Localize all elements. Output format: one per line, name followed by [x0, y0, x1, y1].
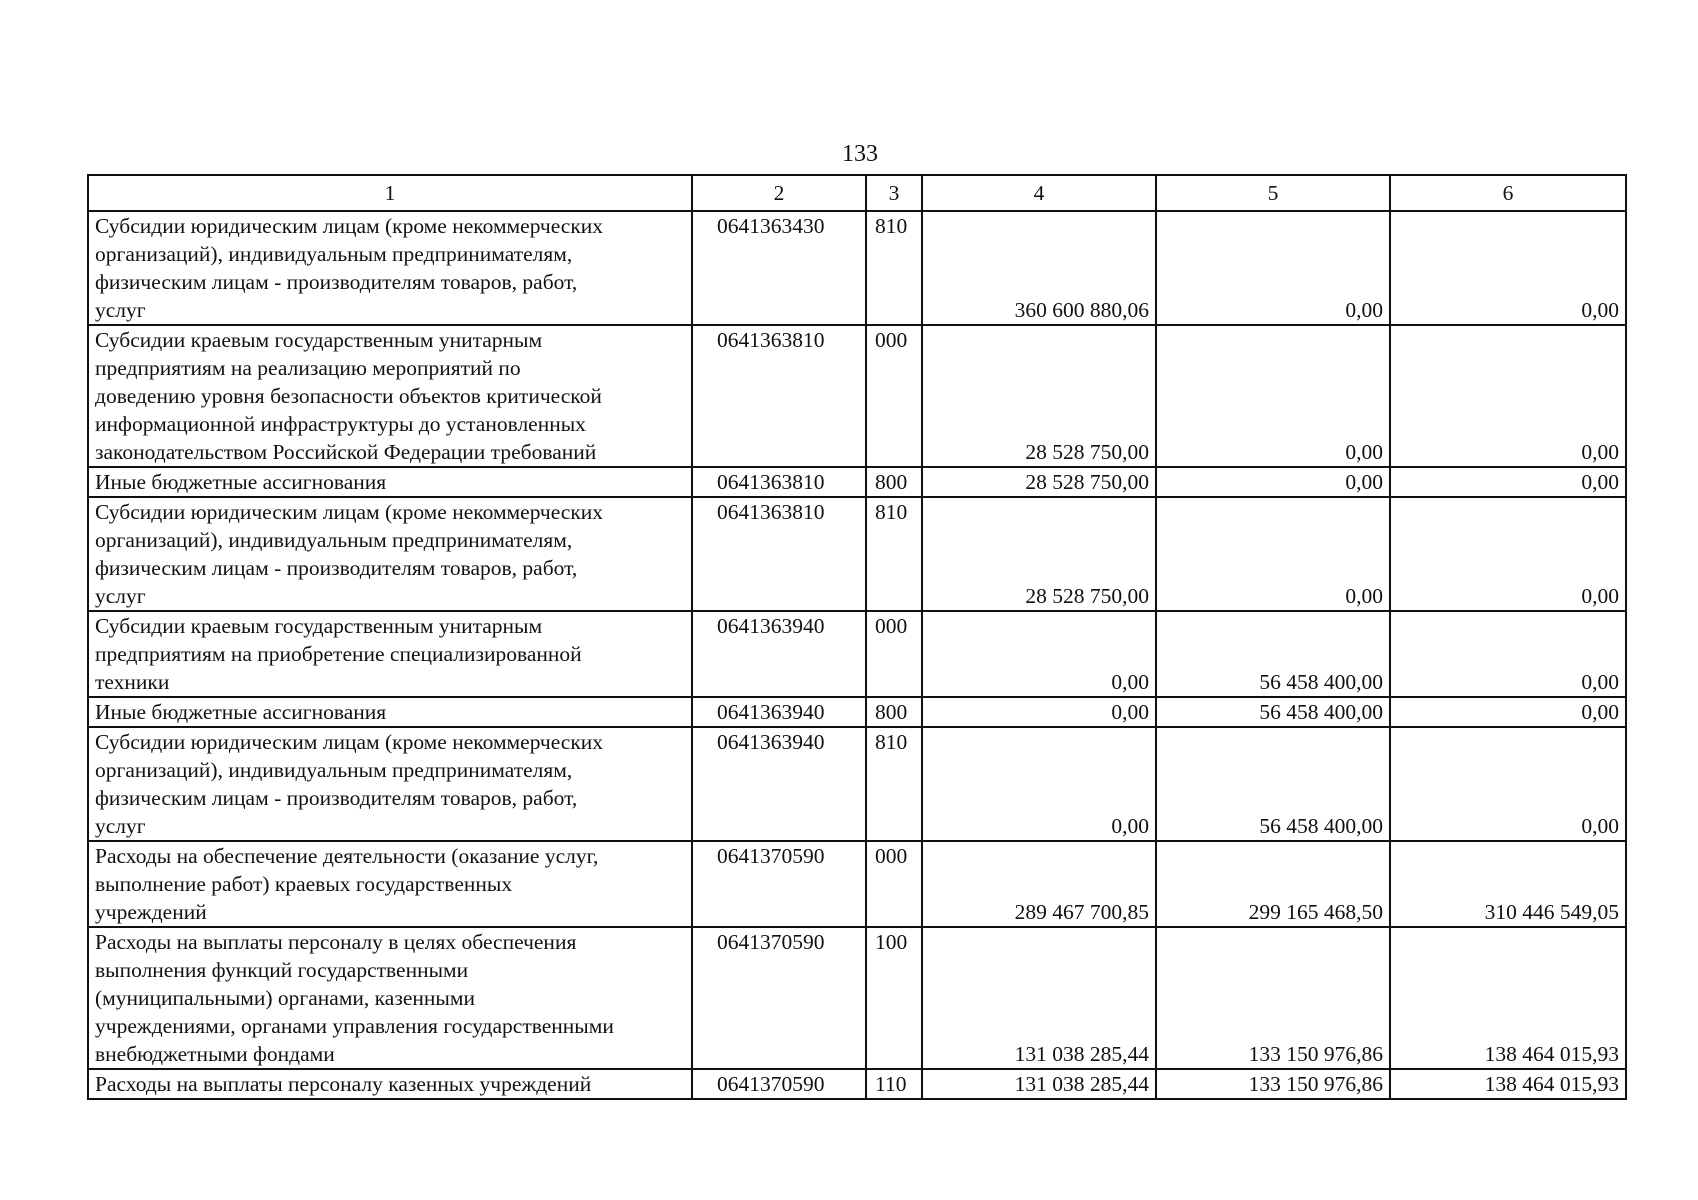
- table-row: [88, 927, 1626, 1069]
- row-amount-col6: 310 446 549,05: [1390, 841, 1626, 927]
- page-number: 133: [842, 141, 878, 167]
- row-name-line: Расходы на выплаты персоналу в целях обеспечения: [95, 930, 577, 954]
- header-col-5: 5: [1156, 175, 1390, 211]
- row-name-cell: [88, 841, 692, 927]
- row-amount-col4: 131 038 285,44: [922, 1069, 1156, 1099]
- table-row: [88, 611, 1626, 697]
- row-name-line: услуг: [95, 584, 146, 608]
- row-type-cell: 810: [866, 497, 922, 611]
- table-row: [88, 467, 1626, 497]
- row-amount-col5: 56 458 400,00: [1156, 727, 1390, 841]
- row-type-cell: 110: [866, 1069, 922, 1099]
- row-amount-col4: 0,00: [922, 611, 1156, 697]
- row-amount-col4: 131 038 285,44: [922, 927, 1156, 1069]
- row-name-line: Субсидии краевым государственным унитарным: [95, 614, 543, 638]
- row-name-line: организаций), индивидуальным предпринимателям,: [95, 758, 573, 782]
- table-row: [88, 325, 1626, 467]
- budget-table: [87, 174, 1627, 1100]
- row-amount-col6: 0,00: [1390, 467, 1626, 497]
- row-amount-col6: 0,00: [1390, 611, 1626, 697]
- row-name-cell: [88, 325, 692, 467]
- row-code-cell: 0641363810: [692, 325, 866, 467]
- row-code-cell: 0641370590: [692, 841, 866, 927]
- row-amount-col4: 28 528 750,00: [922, 467, 1156, 497]
- row-type-cell: 800: [866, 467, 922, 497]
- row-code-cell: 0641363810: [692, 497, 866, 611]
- row-amount-col4: 289 467 700,85: [922, 841, 1156, 927]
- row-code-cell: 0641363430: [692, 211, 866, 325]
- table-row: [88, 1069, 1626, 1099]
- row-amount-col5: 56 458 400,00: [1156, 611, 1390, 697]
- row-amount-col5: 0,00: [1156, 211, 1390, 325]
- row-name-cell: [88, 727, 692, 841]
- row-amount-col6: 0,00: [1390, 211, 1626, 325]
- row-name-line: услуг: [95, 298, 146, 322]
- row-name-cell: [88, 497, 692, 611]
- row-amount-col5: 133 150 976,86: [1156, 927, 1390, 1069]
- row-name-cell: [88, 467, 692, 497]
- row-type-cell: 810: [866, 727, 922, 841]
- row-name-line: информационной инфраструктуры до установленных: [95, 412, 586, 436]
- row-name-line: организаций), индивидуальным предпринимателям,: [95, 242, 573, 266]
- row-name-line: организаций), индивидуальным предпринимателям,: [95, 528, 573, 552]
- row-name-line: Расходы на выплаты персоналу казенных учреждений: [95, 1072, 592, 1096]
- row-amount-col6: 0,00: [1390, 697, 1626, 727]
- row-name-line: предприятиям на приобретение специализированной: [95, 642, 582, 666]
- row-type-cell: 000: [866, 841, 922, 927]
- row-name-line: техники: [95, 670, 170, 694]
- row-name-line: услуг: [95, 814, 146, 838]
- row-name-line: физическим лицам - производителям товаров, работ,: [95, 786, 578, 810]
- row-amount-col4: 0,00: [922, 727, 1156, 841]
- row-name-cell: [88, 1069, 692, 1099]
- row-amount-col4: 360 600 880,06: [922, 211, 1156, 325]
- row-name-line: физическим лицам - производителям товаров, работ,: [95, 556, 578, 580]
- row-type-cell: 810: [866, 211, 922, 325]
- table-row: [88, 697, 1626, 727]
- header-col-6: 6: [1390, 175, 1626, 211]
- header-col-3: 3: [866, 175, 922, 211]
- row-amount-col5: 0,00: [1156, 497, 1390, 611]
- row-amount-col4: 28 528 750,00: [922, 497, 1156, 611]
- row-name-line: Иные бюджетные ассигнования: [95, 700, 387, 724]
- row-type-cell: 100: [866, 927, 922, 1069]
- row-name-line: (муниципальными) органами, казенными: [95, 986, 475, 1010]
- row-name-line: Субсидии краевым государственным унитарным: [95, 328, 543, 352]
- row-code-cell: 0641363810: [692, 467, 866, 497]
- row-name-line: учреждений: [95, 900, 207, 924]
- header-row: [88, 175, 1626, 211]
- row-amount-col6: 0,00: [1390, 727, 1626, 841]
- row-name-line: физическим лицам - производителям товаров, работ,: [95, 270, 578, 294]
- header-col-2: 2: [692, 175, 866, 211]
- row-amount-col5: 299 165 468,50: [1156, 841, 1390, 927]
- row-amount-col6: 138 464 015,93: [1390, 1069, 1626, 1099]
- table-body: [88, 211, 1626, 1099]
- row-name-line: предприятиям на реализацию мероприятий по: [95, 356, 521, 380]
- row-amount-col4: 0,00: [922, 697, 1156, 727]
- row-name-cell: [88, 211, 692, 325]
- row-amount-col5: 0,00: [1156, 467, 1390, 497]
- row-code-cell: 0641370590: [692, 927, 866, 1069]
- table-row: [88, 497, 1626, 611]
- row-amount-col4: 28 528 750,00: [922, 325, 1156, 467]
- row-amount-col5: 133 150 976,86: [1156, 1069, 1390, 1099]
- row-code-cell: 0641363940: [692, 727, 866, 841]
- row-code-cell: 0641363940: [692, 697, 866, 727]
- row-type-cell: 800: [866, 697, 922, 727]
- row-name-line: Расходы на обеспечение деятельности (оказание услуг,: [95, 844, 599, 868]
- row-name-line: выполнения функций государственными: [95, 958, 469, 982]
- table-row: [88, 727, 1626, 841]
- row-name-line: внебюджетными фондами: [95, 1042, 335, 1066]
- row-amount-col6: 0,00: [1390, 325, 1626, 467]
- row-name-line: Субсидии юридическим лицам (кроме некоммерческих: [95, 730, 604, 754]
- row-type-cell: 000: [866, 611, 922, 697]
- row-name-line: учреждениями, органами управления государственными: [95, 1014, 614, 1038]
- row-amount-col6: 0,00: [1390, 497, 1626, 611]
- row-name-cell: [88, 697, 692, 727]
- row-code-cell: 0641370590: [692, 1069, 866, 1099]
- row-type-cell: 000: [866, 325, 922, 467]
- header-col-4: 4: [922, 175, 1156, 211]
- row-name-line: доведению уровня безопасности объектов критической: [95, 384, 602, 408]
- row-name-line: Иные бюджетные ассигнования: [95, 470, 387, 494]
- row-name-line: Субсидии юридическим лицам (кроме некоммерческих: [95, 214, 604, 238]
- row-name-line: Субсидии юридическим лицам (кроме некоммерческих: [95, 500, 604, 524]
- row-name-line: выполнение работ) краевых государственных: [95, 872, 513, 896]
- row-name-cell: [88, 927, 692, 1069]
- header-col-1: 1: [88, 175, 692, 211]
- row-amount-col5: 0,00: [1156, 325, 1390, 467]
- table-row: [88, 841, 1626, 927]
- table-row: [88, 211, 1626, 325]
- row-name-line: законодательством Российской Федерации требований: [95, 440, 597, 464]
- row-amount-col6: 138 464 015,93: [1390, 927, 1626, 1069]
- row-name-cell: [88, 611, 692, 697]
- row-code-cell: 0641363940: [692, 611, 866, 697]
- row-amount-col5: 56 458 400,00: [1156, 697, 1390, 727]
